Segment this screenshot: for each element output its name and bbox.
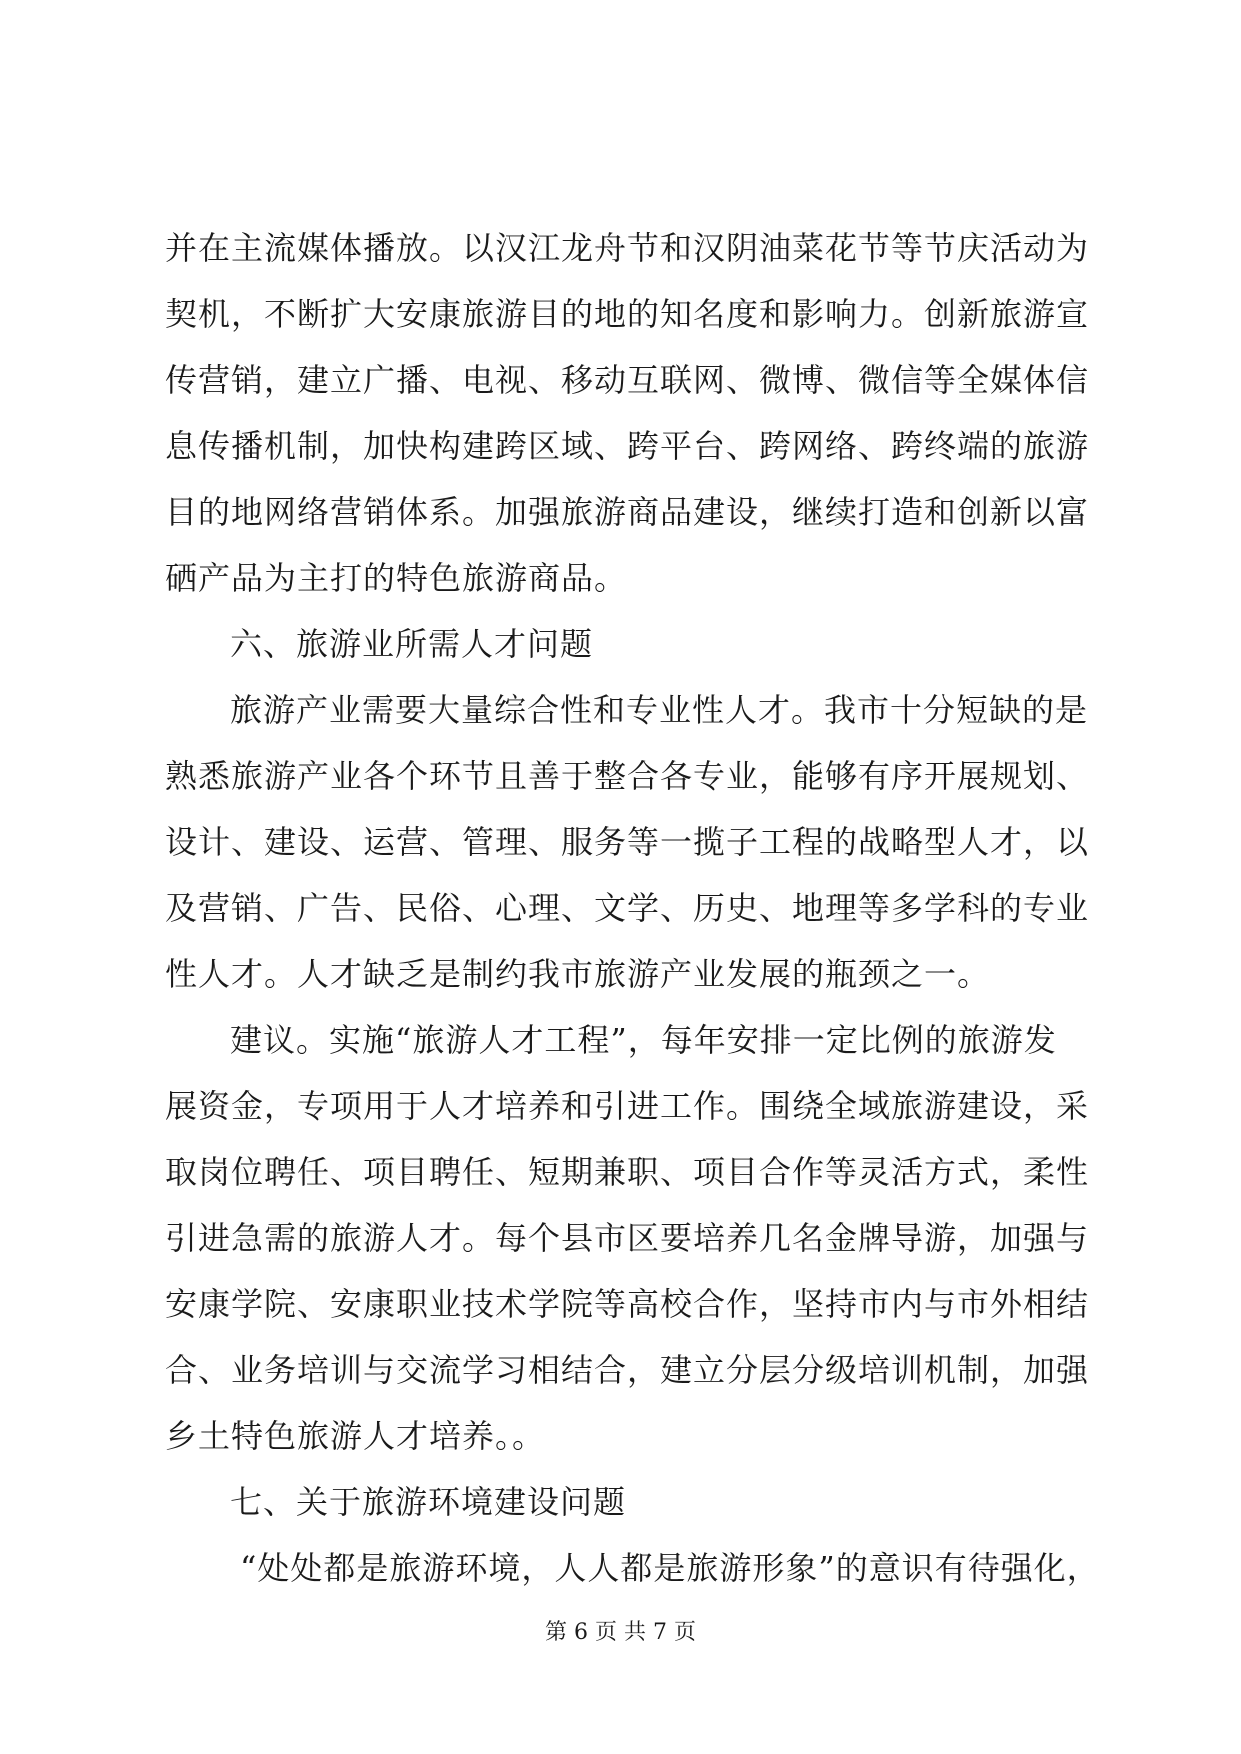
text-line: 合、业务培训与交流学习相结合，建立分层分级培训机制，加强 [165,1351,1090,1389]
text-line: 旅游产业需要大量综合性和专业性人才。我市十分短缺的是 [230,691,1089,729]
text-line: 熟悉旅游产业各个环节且善于整合各专业，能够有序开展规划、 [165,757,1090,795]
page-footer: 第 6 页 共 7 页 [545,1620,696,1645]
text-line: 息传播机制，加快构建跨区域、跨平台、跨网络、跨终端的旅游 [165,427,1090,465]
section-heading: 六、旅游业所需人才问题 [230,625,594,663]
text-line: 硒产品为主打的特色旅游商品。 [165,559,628,597]
text-line: 取岗位聘任、项目聘任、短期兼职、项目合作等灵活方式，柔性 [165,1153,1090,1191]
text-line: 目的地网络营销体系。加强旅游商品建设，继续打造和创新以富 [165,493,1090,531]
text-line: 契机，不断扩大安康旅游目的地的知名度和影响力。创新旅游宣 [165,295,1090,333]
text-line: 引进急需的旅游人才。每个县市区要培养几名金牌导游，加强与 [165,1219,1090,1257]
section-heading: 七、关于旅游环境建设问题 [230,1483,627,1521]
text-line: 传营销，建立广播、电视、移动互联网、微博、微信等全媒体信 [165,361,1090,399]
text-line: 展资金，专项用于人才培养和引进工作。围绕全域旅游建设，采 [165,1087,1090,1125]
text-line: 性人才。人才缺乏是制约我市旅游产业发展的瓶颈之一。 [165,955,991,993]
text-line: 并在主流媒体播放。以汉江龙舟节和汉阴油菜花节等节庆活动为 [165,229,1090,267]
text-line: 设计、建设、运营、管理、服务等一揽子工程的战略型人才，以 [165,823,1090,861]
text-line: “处处都是旅游环境，人人都是旅游形象”的意识有待强化， [240,1549,1100,1587]
text-line: 建议。实施“旅游人才工程”，每年安排一定比例的旅游发 [230,1021,1057,1059]
text-line: 乡土特色旅游人才培养。。 [165,1417,546,1455]
text-line: 安康学院、安康职业技术学院等高校合作，坚持市内与市外相结 [165,1285,1090,1323]
text-line: 及营销、广告、民俗、心理、文学、历史、地理等多学科的专业 [165,889,1090,927]
